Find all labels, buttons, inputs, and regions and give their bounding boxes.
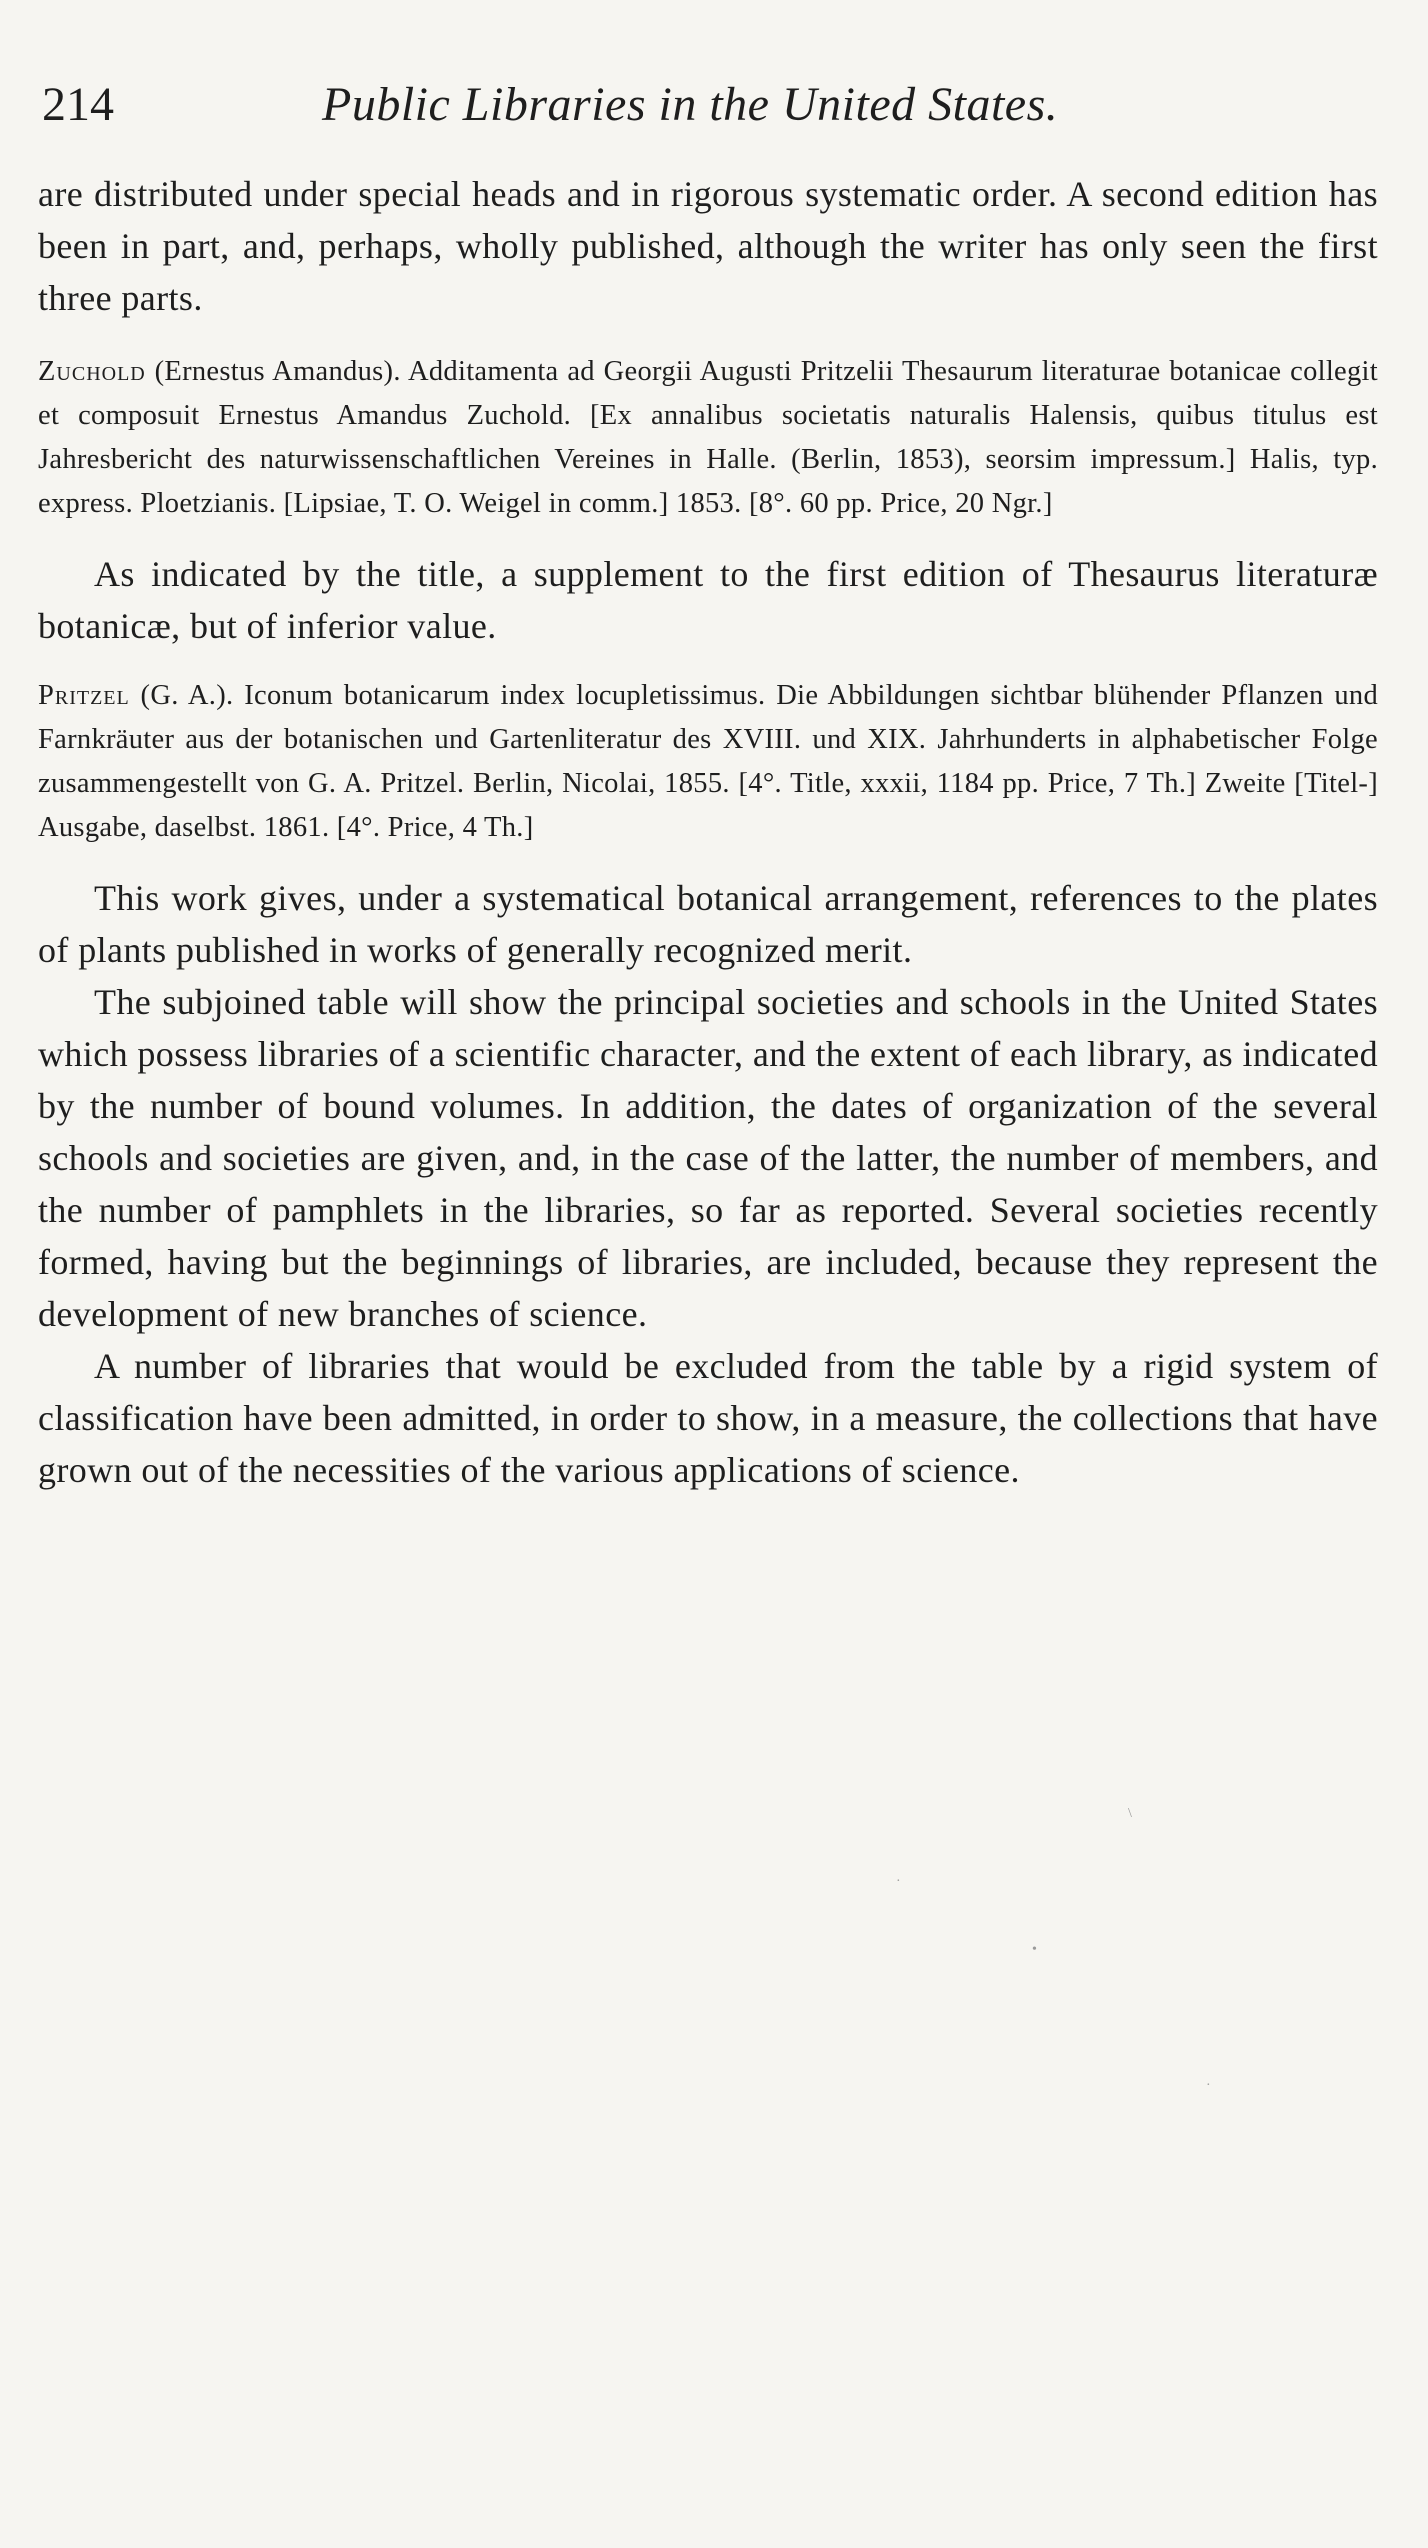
paper-speck: • [1032, 1942, 1037, 1957]
entry-author: Pritzel [38, 680, 130, 711]
running-head [38, 70, 1378, 140]
entry-note-pritzel: This work gives, under a systematical botanical arrangement, references to the plates of plants published in works of generally recognized merit. [38, 878, 1378, 970]
entry-note-zuchold: As indicated by the title, a supplement to the first edition of Thesaurus literaturæ botanicæ, but of inferior value. [38, 554, 1378, 646]
entry-citation: (G. A.). Iconum botanicarum index locupletissimus. Die Abbildungen sichtbar blühender Pflanzen und Farnkräuter aus der botanischen und Gartenliteratur des XVIII. und XIX. Jahrhunderts in alphabetischer Folge zusammengestellt von G. A. Pritzel. Berlin, Nicolai, 1855. [4°. Title, xxxii, 1184 pp. Price, 7 Th.] Zweite [Titel-] Ausgabe, daselbst. 1861. [4°. Price, 4 Th.] [38, 680, 1378, 843]
continuation-paragraph: are distributed under special heads and in rigorous systematic order. A second edition has been in part, and, perhaps, wholly published, although the writer has only seen the first three parts. [38, 174, 1378, 318]
bibliographic-entry-pritzel [38, 674, 1378, 850]
bibliographic-entry-zuchold [38, 350, 1378, 526]
paper-speck: · [1206, 2078, 1211, 2093]
closing-paragraph: The subjoined table will show the principal societies and schools in the United States which possess libraries of a scientific character, and the extent of each library, as indicated by the number of bound volumes. In addition, the dates of organization of the several schools and societies are given, and, in the case of the latter, the number of members, and the number of pamphlets in the libraries, so far as reported. Several societies recently formed, having but the beginnings of libraries, are included, because they represent the development of new branches of science. [38, 982, 1378, 1334]
paper-speck: · [896, 1874, 901, 1889]
entry-author: Zuchold [38, 356, 146, 387]
running-title: Public Libraries in the United States. [322, 78, 1059, 131]
paper-speck: \ [1128, 1806, 1132, 1821]
book-page [38, 70, 1378, 1496]
closing-paragraph: A number of libraries that would be excluded from the table by a rigid system of classification have been admitted, in order to show, in a measure, the collections that have grown out of the necessities of the various applications of science. [38, 1346, 1378, 1490]
page-number: 214 [42, 78, 114, 131]
entry-citation: (Ernestus Amandus). Additamenta ad Georgii Augusti Pritzelii Thesaurum literaturae botanicae collegit et composuit Ernestus Amandus Zuchold. [Ex annalibus societatis naturalis Halensis, quibus titulus est Jahresbericht des naturwissenschaftlichen Vereines in Halle. (Berlin, 1853), seorsim impressum.] Halis, typ. express. Ploetzianis. [Lipsiae, T. O. Weigel in comm.] 1853. [8°. 60 pp. Price, 20 Ngr.] [38, 356, 1378, 519]
